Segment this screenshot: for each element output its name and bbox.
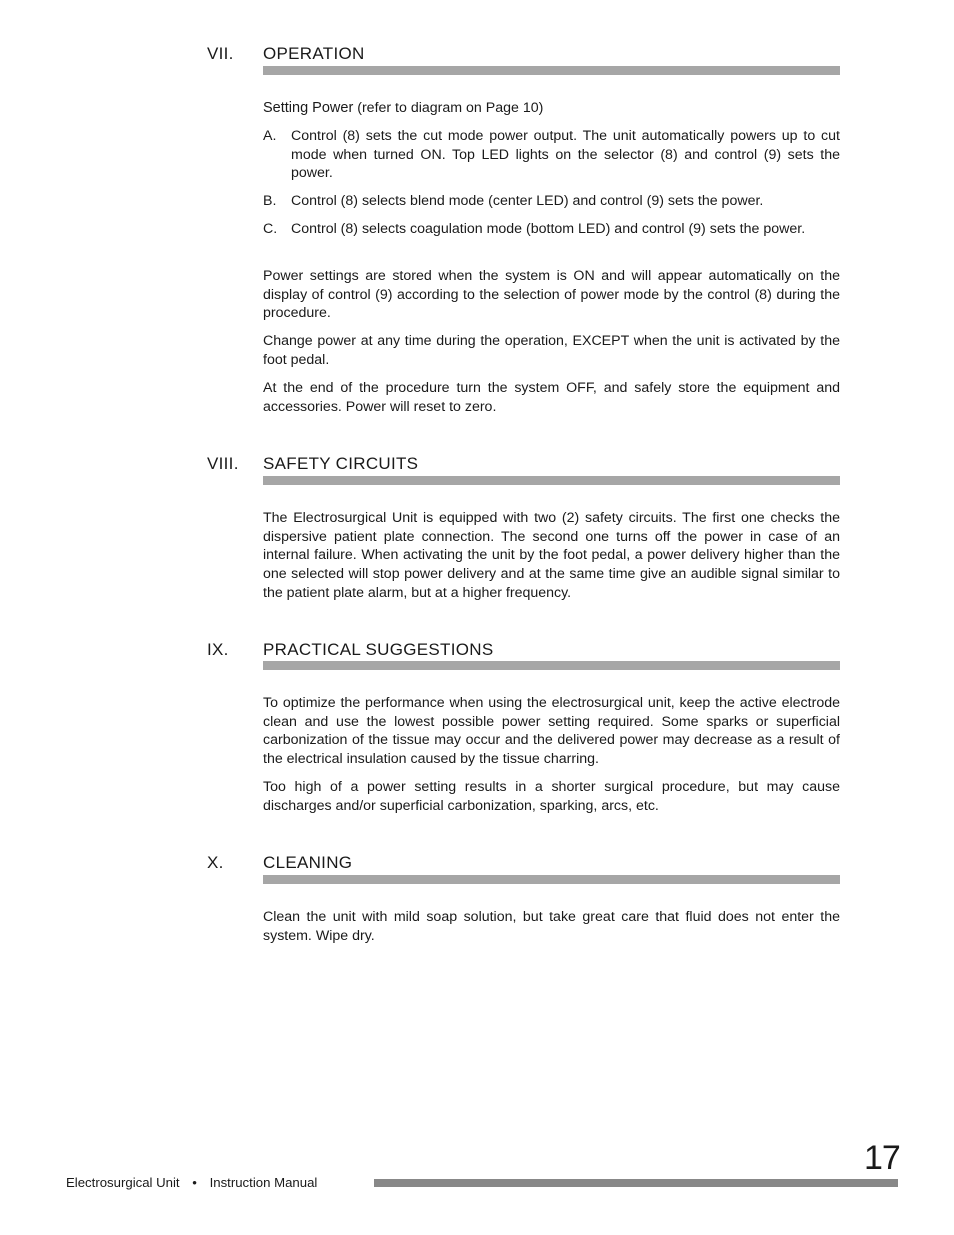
list-item — [263, 127, 840, 183]
section-number: IX. — [207, 640, 229, 659]
paragraph: Too high of a power setting results in a shorter surgical procedure, but may cause discharges and/or superficial carbonization, sparking, arcs, etc. — [263, 779, 840, 814]
footer-bar — [374, 1179, 898, 1187]
list-item-letter: B. — [263, 193, 277, 209]
subheading-line — [263, 99, 840, 118]
list-item-letter: A. — [263, 128, 277, 144]
list-item-text: Control (8) selects coagulation mode (bottom LED) and control (9) sets the power. — [291, 221, 806, 237]
section-title: CLEANING — [263, 853, 353, 872]
footer-product: Electrosurgical Unit — [66, 1175, 180, 1190]
section-number: VIII. — [207, 454, 239, 473]
paragraph: Change power at any time during the operation, EXCEPT when the unit is activated by the foot pedal. — [263, 333, 840, 368]
subheading-note: (refer to diagram on Page 10) — [353, 100, 544, 116]
paragraph: Power settings are stored when the system is ON and will appear automatically on the display of control (9) according to the selection of power mode by the control (8) during the procedure. — [263, 268, 840, 322]
section-title: PRACTICAL SUGGESTIONS — [263, 640, 494, 659]
page-number: 17 — [864, 1139, 900, 1177]
list-item — [263, 192, 840, 211]
footer-bullet: • — [192, 1175, 197, 1190]
section-title: SAFETY CIRCUITS — [263, 454, 419, 473]
section-number: VII. — [207, 44, 234, 63]
list-item-letter: C. — [263, 221, 278, 237]
subheading: Setting Power — [263, 100, 354, 116]
section-rule — [263, 661, 840, 670]
paragraph: At the end of the procedure turn the system OFF, and safely store the equipment and accessories. Power will reset to zero. — [263, 380, 840, 415]
paragraph: The Electrosurgical Unit is equipped with two (2) safety circuits. The first one checks the dispersive patient plate connection. The second one turns off the power in case of an internal failure. When activating the unit by the foot pedal, a power delivery higher than the one selected will stop power delivery and at the same time give an audible signal similar to the patient plate alarm, but at a higher frequency. — [263, 510, 840, 601]
section-rule — [263, 476, 840, 485]
list-item-text: Control (8) sets the cut mode power output. The unit automatically powers up to cut mode when turned ON. Top LED lights on the selector (8) and control (9) sets the power. — [291, 128, 840, 182]
section-title: OPERATION — [263, 44, 365, 63]
footer-doc-type: Instruction Manual — [209, 1175, 318, 1190]
list-item-text: Control (8) selects blend mode (center LED) and control (9) sets the power. — [291, 193, 764, 209]
section-rule — [263, 66, 840, 75]
section-rule — [263, 875, 840, 884]
paragraph: To optimize the performance when using the electrosurgical unit, keep the active electrode clean and use the lowest possible power setting required. Some sparks or superficial carbonization of the tissue may occur and the delivered power may decrease as a result of the electrical insulation caused by the tissue charring. — [263, 695, 840, 768]
section-number: X. — [207, 853, 224, 872]
paragraph: Clean the unit with mild soap solution, but take great care that fluid does not enter the system. Wipe dry. — [263, 909, 840, 944]
footer-text — [66, 1175, 317, 1190]
list-item — [263, 220, 840, 239]
